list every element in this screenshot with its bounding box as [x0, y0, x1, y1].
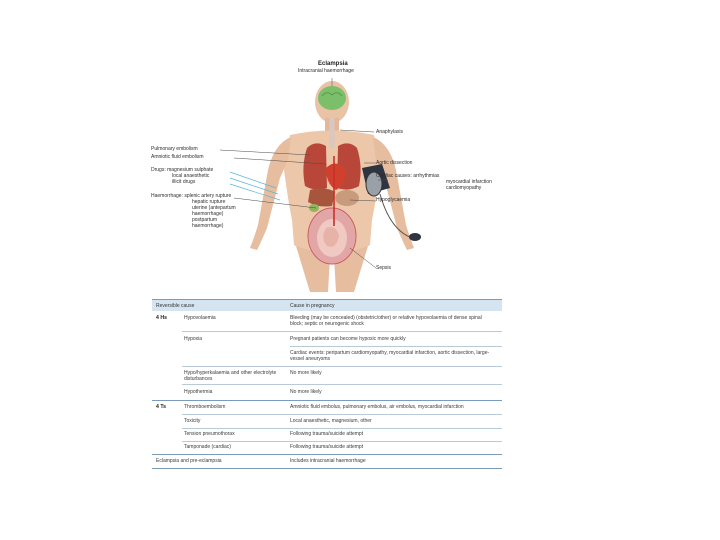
label-anaphylaxis: Anaphylaxis [376, 129, 403, 135]
label-amniotic-fluid: Amniotic fluid embolism [151, 154, 204, 160]
group-divider [152, 400, 502, 401]
group-label-4hs: 4 Hs [156, 315, 167, 321]
label-drugs-2: local anaesthetic [172, 173, 210, 179]
table-row-cause: Hypovolaemia [184, 315, 216, 321]
table-row-detail: Bleeding (may be concealed) (obstetric/other) or relative hypovolaemia of dense spinal block; septic or neurogenic shock [290, 315, 482, 327]
footer-cause: Eclampsia and pre-eclampsia [156, 458, 222, 464]
header-cause-in-pregnancy: Cause in pregnancy [290, 303, 335, 309]
table-row-cause: Thromboembolism [184, 404, 226, 410]
label-haemorrhage-6: haemorrhage) [192, 223, 224, 229]
table-row-detail: No more likely [290, 370, 322, 376]
brain-shape [318, 86, 346, 110]
header-reversible-cause: Reversible cause [156, 303, 195, 309]
anatomy-figure [150, 60, 505, 292]
footer-detail: Includes intracranial haemorrhage [290, 458, 366, 464]
table-row-detail: Following trauma/suicide attempt [290, 431, 364, 437]
group-label-4ts: 4 Ts [156, 404, 166, 410]
label-haemorrhage: Haemorrhage: splenic artery rupture [151, 193, 232, 199]
table-row-detail: Amniotic fluid embolus, pulmonary embolus, air embolus, myocardial infarction [290, 404, 464, 410]
label-drugs-3: illicit drugs [172, 179, 196, 185]
group-divider [152, 454, 502, 455]
label-haemorrhage-2: hepatic rupture [192, 199, 226, 205]
table-row-cause: Hypothermia [184, 389, 213, 395]
label-eclampsia: Eclampsia [318, 61, 348, 67]
label-pulmonary-embolism: Pulmonary embolism [151, 146, 198, 152]
row-divider [182, 414, 502, 415]
label-haemorrhage-4: haemorrhage) [192, 211, 224, 217]
label-cardiac-3: cardiomyopathy [446, 185, 482, 191]
label-haemorrhage-5: postpartum [192, 217, 218, 223]
table-row-detail: Following trauma/suicide attempt [290, 444, 364, 450]
label-sepsis: Sepsis [376, 265, 392, 271]
table-bottom-rule [152, 468, 502, 469]
label-cardiac: Cardiac causes: arrhythmias [376, 173, 440, 179]
table-row-detail: No more likely [290, 389, 322, 395]
row-divider [182, 428, 502, 429]
row-divider [182, 331, 502, 332]
table-row-cause: Hypo/hyperkalaemia and other electrolyte disturbances [184, 370, 277, 382]
row-divider [290, 346, 502, 347]
table-row-cause: Tension pneumothorax [184, 431, 235, 437]
left-lung [303, 143, 327, 189]
table-row-cause: Hypoxia [184, 336, 203, 342]
row-divider [182, 366, 502, 367]
label-drugs: Drugs: magnesium sulphate [151, 167, 214, 173]
label-haemorrhage-3: uterine (antepartum [192, 205, 236, 211]
label-aortic-dissection: Aortic dissection [376, 160, 413, 166]
table-header [152, 300, 502, 311]
table-row-detail: Cardiac events: peripartum cardiomyopathy, myocardial infarction, aortic dissection, large-vessel aneurysms [290, 350, 490, 362]
table-row-cause: Toxicity [184, 418, 201, 424]
label-hypoglycaemia: Hypoglycaemia [376, 197, 411, 203]
table-row-detail: Local anaesthetic, magnesium, other [290, 418, 372, 424]
table-row-detail: Pregnant patients can become hypoxic more quickly [290, 336, 406, 342]
label-intracranial: Intracranial haemorrhage [298, 68, 354, 74]
row-divider [182, 384, 502, 385]
row-divider [182, 441, 502, 442]
label-cardiac-2: myocardial infarction [446, 179, 492, 185]
reversible-causes-table [152, 299, 502, 471]
table-row-cause: Tamponade (cardiac) [184, 444, 231, 450]
